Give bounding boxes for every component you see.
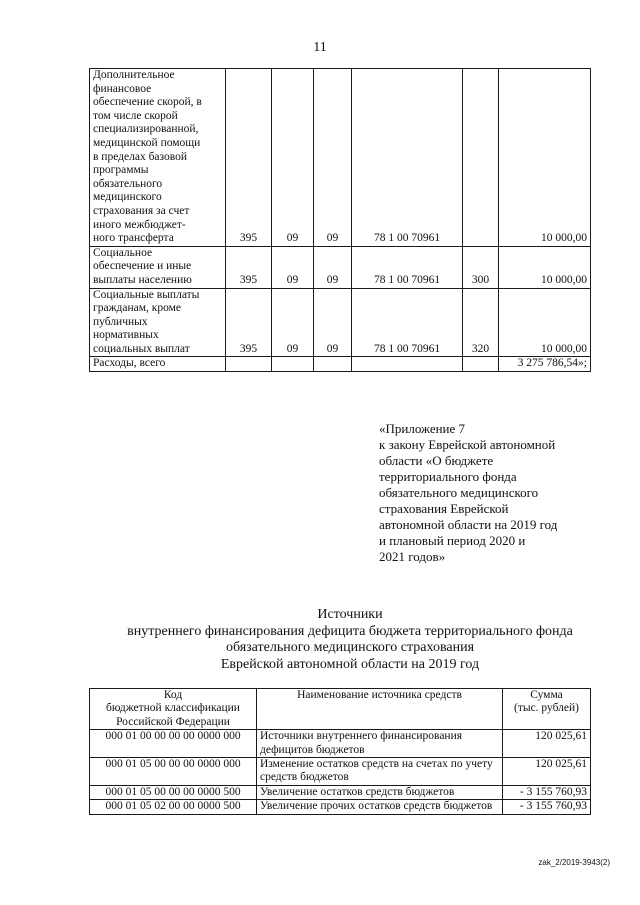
source-code: 000 01 05 00 00 00 0000 000 (90, 758, 257, 786)
expense-expense-type: 300 (463, 246, 499, 288)
appendix-line: к закону Еврейской автономной (379, 437, 556, 452)
expense-target: 78 1 00 70961 (352, 288, 463, 357)
expense-amount: 3 275 786,54»; (499, 357, 591, 372)
appendix-line: «Приложение 7 (379, 421, 466, 436)
source-row (90, 758, 591, 786)
expense-name: Социальные выплаты гражданам, кроме публичных нормативных социальных выплат (90, 288, 226, 357)
title-line: Источники (317, 607, 383, 622)
expense-row (90, 288, 591, 357)
source-name: Увеличение прочих остатков средств бюджетов (257, 800, 503, 814)
expense-target (352, 357, 463, 372)
source-row (90, 785, 591, 799)
title-line: Еврейской автономной области на 2019 год (220, 656, 480, 672)
expense-subsection: 09 (314, 246, 352, 288)
appendix-line: автономной области на 2019 год (379, 517, 558, 532)
expense-name: Социальное обеспечение и иные выплаты населению (90, 246, 226, 288)
appendix-line: страхования Еврейской (379, 501, 509, 516)
appendix-line: и плановый период 2020 и (379, 533, 526, 548)
expense-section: 09 (272, 69, 314, 247)
sources-title (60, 607, 640, 673)
expense-expense-type (463, 357, 499, 372)
source-sum: - 3 155 760,93 (503, 785, 591, 799)
expense-target: 78 1 00 70961 (352, 69, 463, 247)
appendix-line: территориального фонда (379, 469, 517, 484)
source-sum: 120 025,61 (503, 730, 591, 758)
page-number: 11 (313, 40, 327, 55)
appendix-line: области «О бюджете (379, 453, 494, 468)
expense-expense-type: 320 (463, 288, 499, 357)
document-code: zak_2/2019-3943(2) (538, 858, 610, 867)
expense-row (90, 357, 591, 372)
source-name: Источники внутреннего финансирования дефицитов бюджетов (257, 730, 503, 758)
source-code: 000 01 05 02 00 00 0000 500 (90, 800, 257, 814)
expense-section: 09 (272, 288, 314, 357)
title-line: обязательного медицинского страхования (225, 640, 475, 655)
header-code: Код бюджетной классификации Российской Федерации (90, 689, 257, 730)
source-name: Увеличение остатков средств бюджетов (257, 785, 503, 799)
source-sum: 120 025,61 (503, 758, 591, 786)
expense-section: 09 (272, 246, 314, 288)
source-code: 000 01 00 00 00 00 0000 000 (90, 730, 257, 758)
header-sum: Сумма (тыс. рублей) (503, 689, 591, 730)
expense-ministry (226, 357, 272, 372)
expense-ministry: 395 (226, 246, 272, 288)
header-name: Наименование источника средств (257, 689, 503, 730)
expense-amount: 10 000,00 (499, 288, 591, 357)
source-name: Изменение остатков средств на счетах по учету средств бюджетов (257, 758, 503, 786)
expense-subsection (314, 357, 352, 372)
expense-amount: 10 000,00 (499, 69, 591, 247)
expenses-table (89, 68, 591, 372)
expense-subsection: 09 (314, 288, 352, 357)
appendix-line: 2021 годов» (379, 549, 446, 564)
expense-ministry: 395 (226, 288, 272, 357)
title-line: внутреннего финансирования дефицита бюджета территориального фонда (127, 623, 573, 639)
expense-target: 78 1 00 70961 (352, 246, 463, 288)
source-row (90, 800, 591, 814)
expense-subsection: 09 (314, 69, 352, 247)
appendix-line: обязательного медицинского (379, 485, 539, 500)
expense-row (90, 69, 591, 247)
sources-header-row (90, 689, 591, 730)
appendix-reference (379, 421, 609, 565)
expense-name: Дополнительное финансовое обеспечение скорой, в том числе скорой специализированной, медицинской помощи в пределах базовой программы обязательного медицинского страхования за счет иного межбюджет- ного трансферта (90, 69, 226, 247)
sources-table (89, 688, 591, 815)
source-row (90, 730, 591, 758)
expense-row (90, 246, 591, 288)
expense-ministry: 395 (226, 69, 272, 247)
source-sum: - 3 155 760,93 (503, 800, 591, 814)
expense-name: Расходы, всего (90, 357, 226, 372)
expense-section (272, 357, 314, 372)
expense-expense-type (463, 69, 499, 247)
expense-amount: 10 000,00 (499, 246, 591, 288)
source-code: 000 01 05 00 00 00 0000 500 (90, 785, 257, 799)
